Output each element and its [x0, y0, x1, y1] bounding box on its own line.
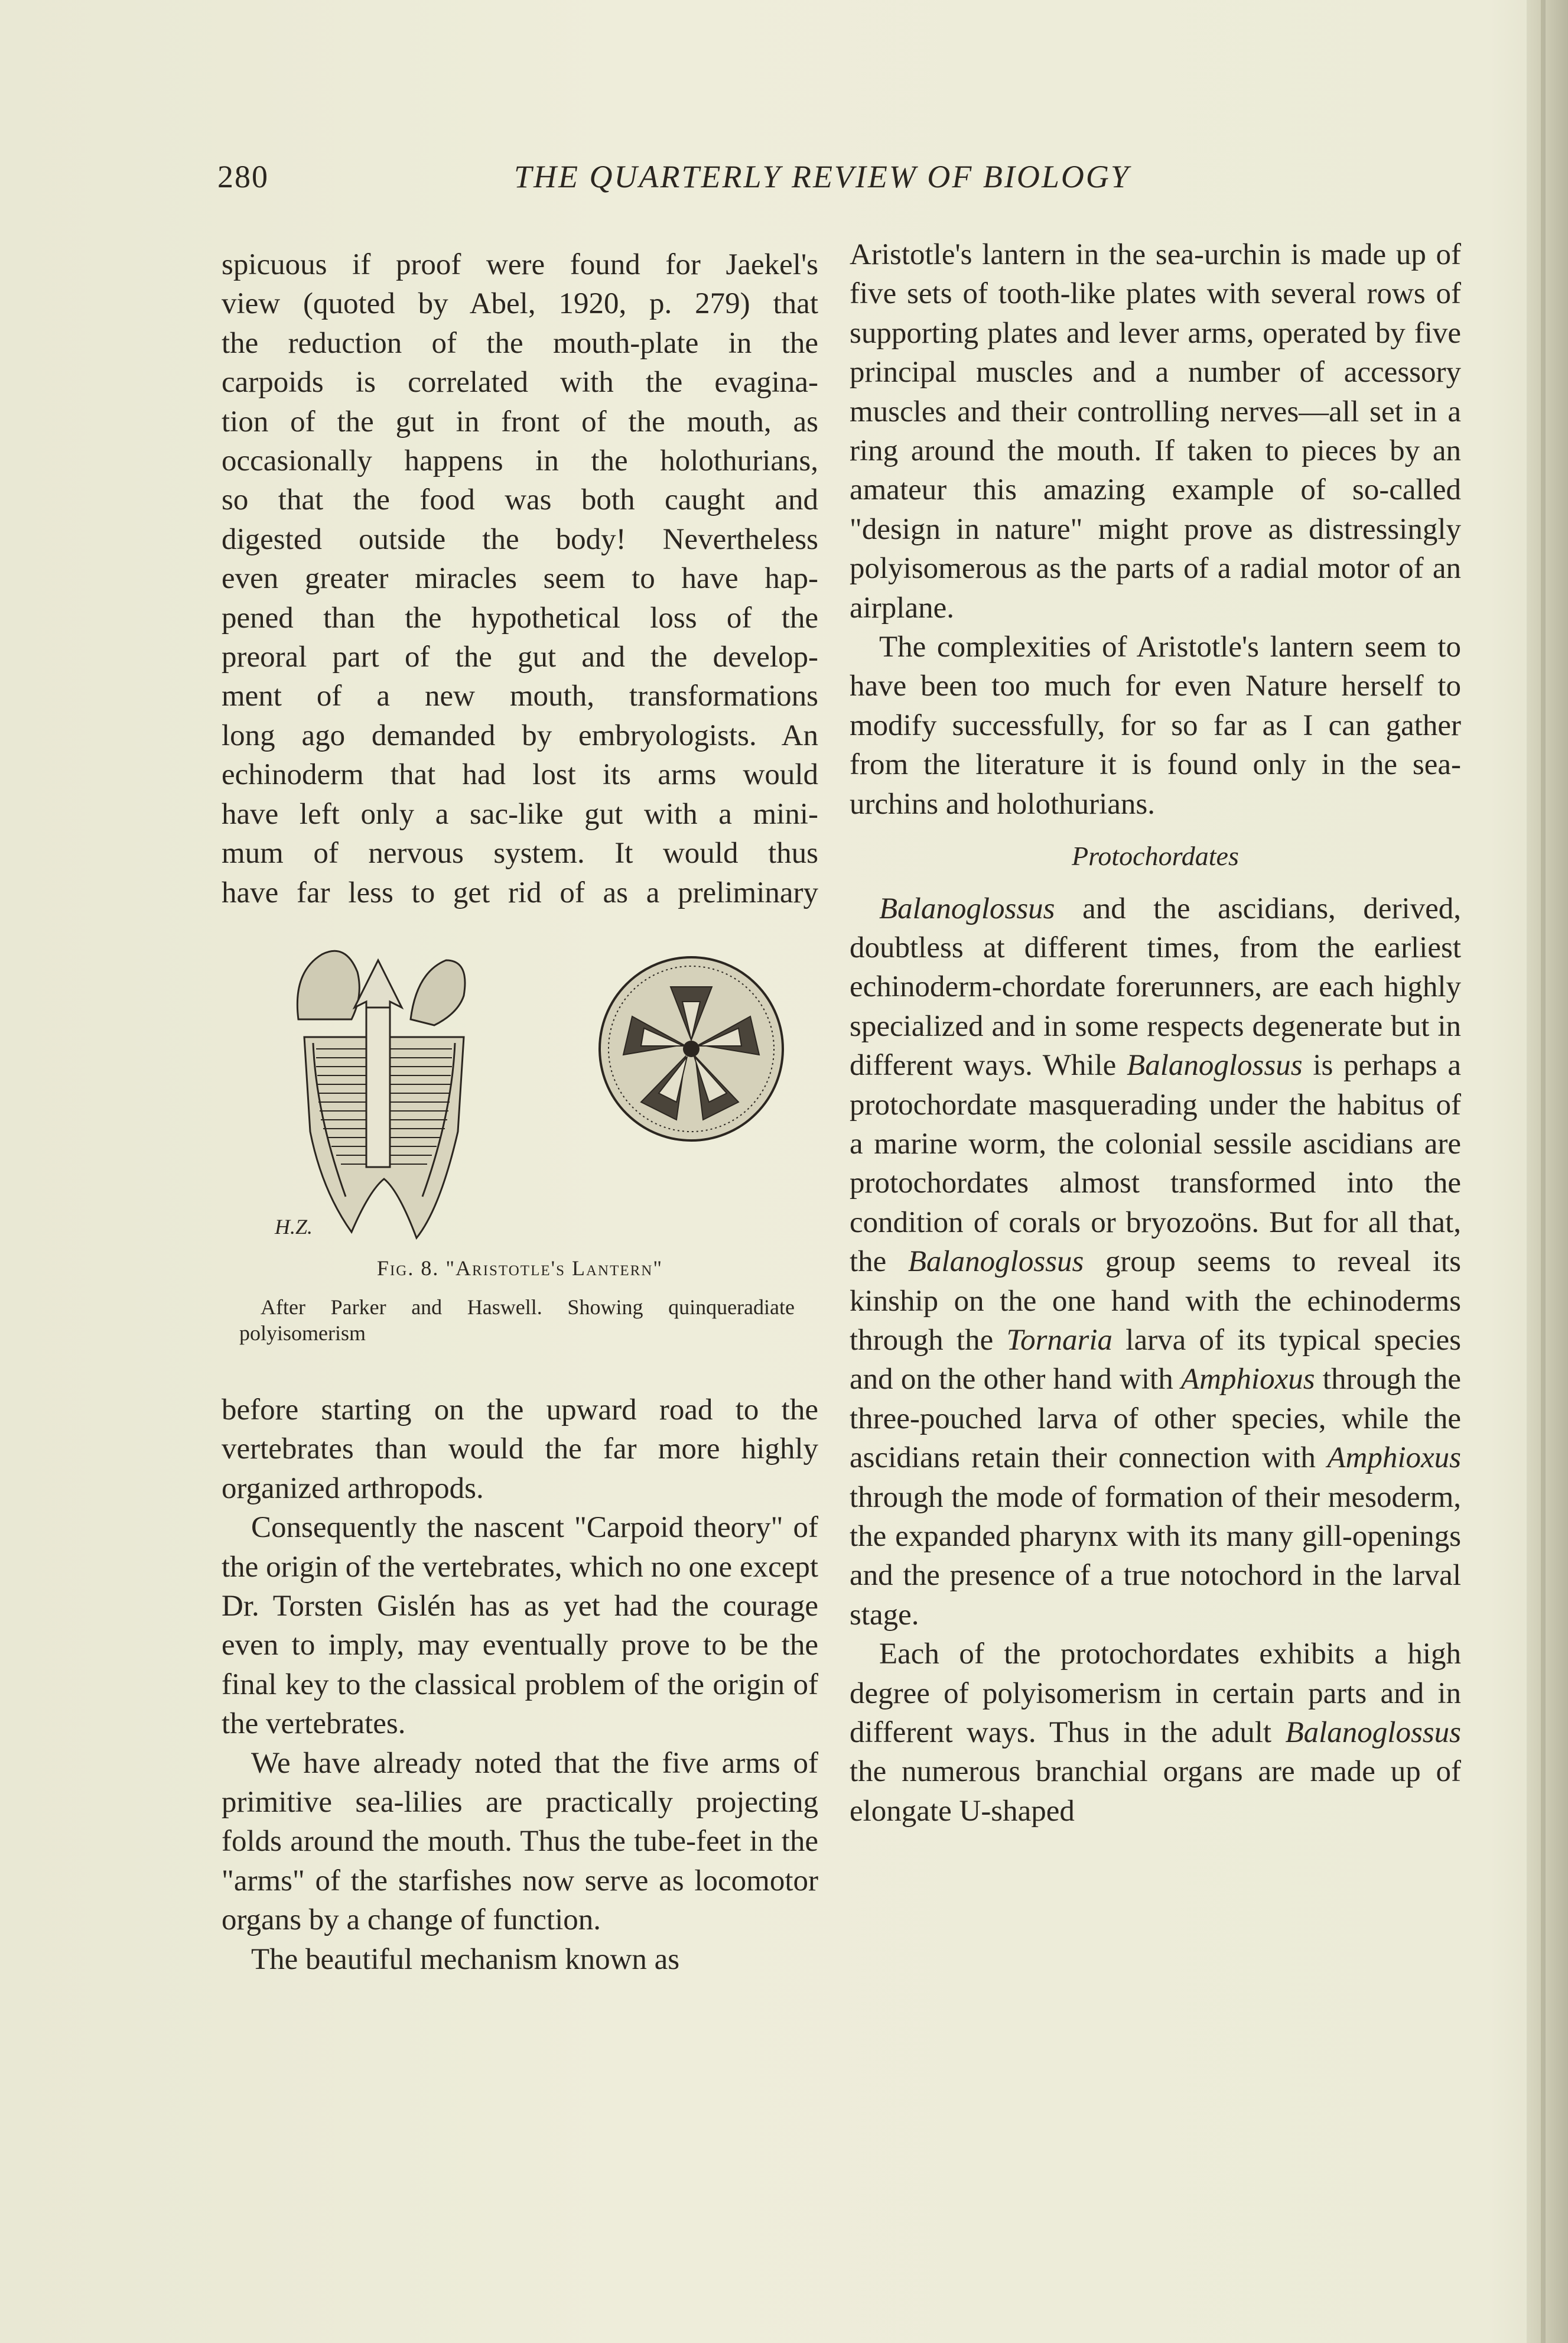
lantern-side-view-illustration: [281, 937, 487, 1244]
text-line: pened than the hypothetical loss of the: [222, 601, 818, 635]
text-line: long ago demanded by embryologists. An: [222, 719, 818, 752]
page-header: [0, 158, 1568, 206]
figure-caption-title: Fig. 8. "Aristotle's Lantern": [376, 1256, 663, 1280]
text-line: occasionally happens in the holothurians,: [222, 444, 818, 478]
text-line: mum of nervous system. It would thus: [222, 837, 818, 870]
page-number: 280: [217, 159, 269, 194]
text-line: have left only a sac-like gut with a mini-: [222, 797, 818, 831]
right-paragraph-3: [850, 889, 1461, 1635]
text-line: digested outside the body! Nevertheless: [222, 522, 818, 556]
section-title: Protochordates: [1072, 841, 1239, 872]
text-run: larva of its typical species and on the other hand with: [850, 1323, 1461, 1396]
text-run: is perhaps a protochordate masquerading under the habitus of a marine worm, the colonial sessile ascidians are protochordates almost transformed into the condition of corals or bryozoöns. But for all that, the: [850, 1049, 1461, 1279]
right-paragraph-4: [850, 1634, 1461, 1831]
illustrator-initials: H.Z.: [275, 1215, 313, 1239]
text-line: spicuous if proof were found for Jaekel's: [222, 248, 818, 281]
text-line: carpoids is correlated with the evagina-: [222, 366, 818, 399]
text-line: ment of a new mouth, transformations: [222, 680, 818, 713]
text-run: group seems to reveal its kinship on the one hand with the echinoderms through the: [850, 1245, 1461, 1357]
taxon-name: Balanoglossus: [1127, 1049, 1303, 1083]
taxon-name: Balanoglossus: [1285, 1716, 1461, 1750]
left-paragraph-1: before starting on the upward road to the vertebrates than would the far more highly organized arthropods.: [222, 1393, 818, 1505]
text-run: the numerous branchial organs are made up of elongate U-shaped: [850, 1755, 1461, 1828]
text-line: echinoderm that had lost its arms would: [222, 758, 818, 792]
taxon-name: Balanoglossus: [907, 1245, 1084, 1279]
left-paragraph-4: The beautiful mechanism known as: [251, 1942, 680, 1976]
text-run: and the ascidians, derived, doubtless at different times, from the earliest echinoderm-chordate forerunners, are each highly specialized and in some respects degenerate but in different ways. While: [850, 892, 1461, 1083]
right-paragraph-1: Aristotle's lantern in the sea-urchin is made up of five sets of tooth-like plates with several rows of supporting plates and lever arms, operated by five principal muscles and a number of accessory muscles and their controlling nerves—all set in a ring around the mouth. If taken to pieces by an amateur this amazing example of so-called "design in nature" might prove as distressingly polyisomerous as the parts of a radial motor of an airplane.: [850, 238, 1461, 625]
right-column: [850, 235, 1461, 1831]
left-paragraph-2: Consequently the nascent "Carpoid theory" of the origin of the vertebrates, which no one except Dr. Torsten Gislén has as yet had the courage even to imply, may eventually prove to be the final key to the classical problem of the origin of the vertebrates.: [222, 1511, 818, 1741]
text-line: the reduction of the mouth-plate in the: [222, 326, 818, 360]
left-column-lines: [222, 245, 818, 912]
lantern-top-view-illustration: [594, 951, 789, 1146]
text-run: Each of the protochordates exhibits a high degree of polyisomerism in certain parts and in different ways. Thus in the adult: [850, 1637, 1461, 1750]
taxon-name: Balanoglossus: [879, 892, 1055, 925]
running-head: THE QUARTERLY REVIEW OF BIOLOGY: [514, 159, 1130, 194]
text-line: so that the food was both caught and: [222, 483, 818, 517]
figure-caption-text: After Parker and Haswell. Showing quinqueradiate polyisomerism: [239, 1295, 795, 1345]
text-run: through the mode of formation of their mesoderm, the expanded pharynx with its many gill-openings and the presence of a true notochord in the larval stage.: [850, 1480, 1461, 1632]
text-line: preoral part of the gut and the develop-: [222, 641, 818, 674]
right-paragraph-2: The complexities of Aristotle's lantern seem to have been too much for even Nature herself to modify successfully, for so far as I can gather from the literature it is found only in the sea-urchins and holothurians.: [850, 631, 1461, 821]
text-run: through the three-pouched larva of other species, while the ascidians retain their connection with: [850, 1363, 1461, 1475]
left-column-top: [222, 245, 818, 912]
taxon-name: Tornaria: [1006, 1323, 1113, 1357]
page-edge: [1527, 0, 1568, 2343]
text-line: tion of the gut in front of the mouth, as: [222, 405, 818, 438]
taxon-name: Amphioxus: [1180, 1363, 1315, 1396]
left-paragraph-3: We have already noted that the five arms of primitive sea-lilies are practically projecting folds around the mouth. Thus the tube-feet in the "arms" of the starfishes now serve as locomotor organs by a change of function.: [222, 1746, 818, 1937]
text-line: even greater miracles seem to have hap-: [222, 562, 818, 596]
taxon-name: Amphioxus: [1327, 1441, 1461, 1475]
text-line: have far less to get rid of as a preliminary: [222, 876, 818, 909]
text-line: view (quoted by Abel, 1920, p. 279) that: [222, 287, 818, 321]
left-column-bottom: [222, 1390, 818, 1979]
page-edge-line: [1541, 0, 1546, 2343]
figure-8: [222, 925, 818, 1374]
